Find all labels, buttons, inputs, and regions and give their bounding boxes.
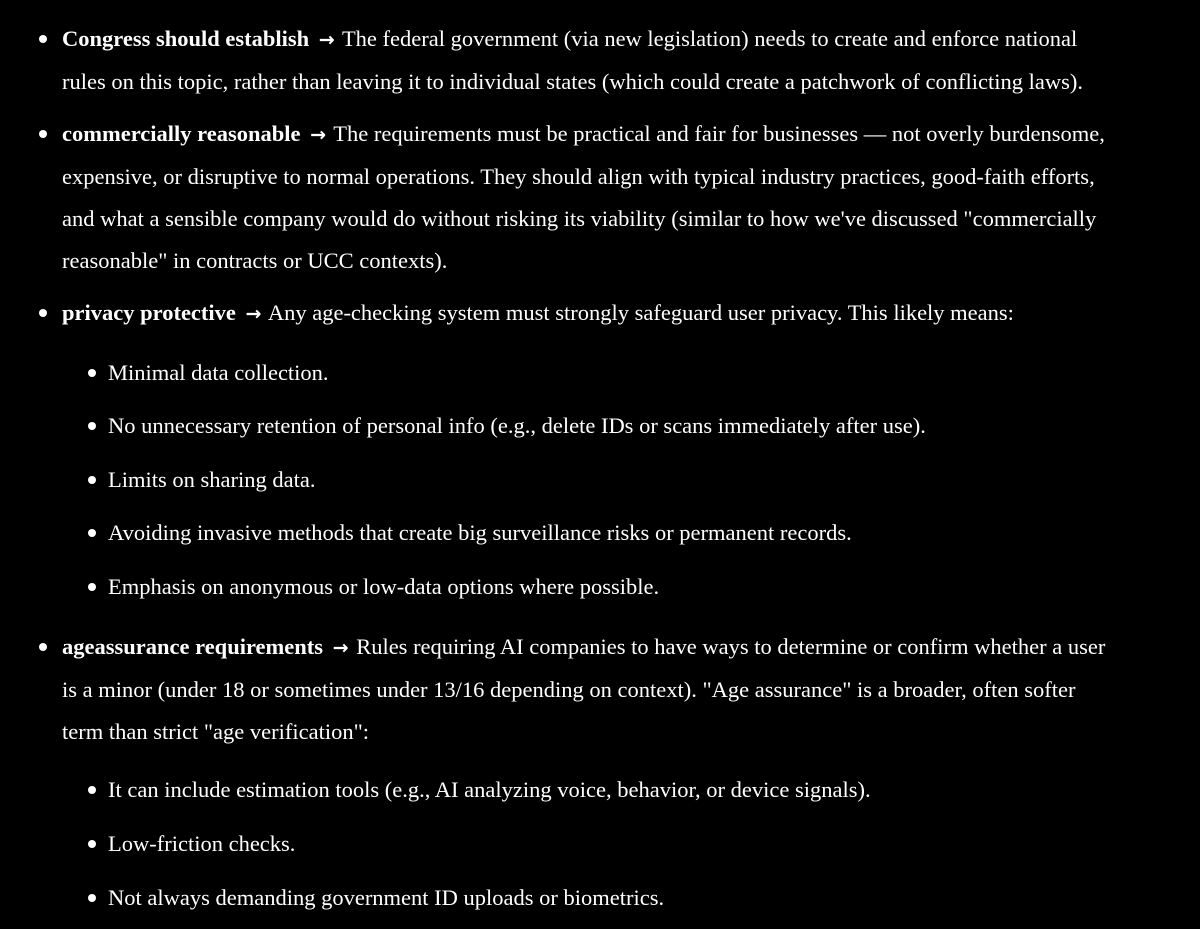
item-line: and what a sensible company would do without risking its viability (similar to how we've discussed "commercially — [62, 206, 1097, 231]
bullet-icon — [39, 643, 47, 651]
item-text: The requirements must be practical and fair for businesses — not overly burdensome, — [333, 121, 1105, 146]
item-text: Rules requiring AI companies to have ways to determine or confirm whether a user — [356, 634, 1106, 659]
sub-item: Emphasis on anonymous or low-data options where possible. — [108, 574, 660, 599]
item-line: term than strict "age verification": — [62, 719, 370, 744]
list-item-ageassurance — [62, 626, 1182, 753]
item-line: expensive, or disruptive to normal operations. They should align with typical industry practices, good-faith efforts, — [62, 164, 1095, 189]
item-line — [62, 113, 1182, 156]
item-term: Congress should establish — [62, 26, 310, 51]
item-text: The federal government (via new legislation) needs to create and enforce national — [341, 26, 1078, 51]
list-item-congress — [62, 18, 1182, 103]
arrow-icon: → — [332, 637, 349, 659]
sub-item: Not always demanding government ID uploads or biometrics. — [108, 885, 665, 910]
item-term: commercially reasonable — [62, 121, 301, 146]
item-line — [62, 626, 1182, 669]
bullet-icon — [88, 476, 96, 484]
sub-item: It can include estimation tools (e.g., AI analyzing voice, behavior, or device signals). — [108, 777, 871, 802]
bullet-icon — [88, 529, 96, 537]
sub-item: Limits on sharing data. — [108, 467, 316, 492]
arrow-icon: → — [310, 124, 327, 146]
bullet-icon — [88, 840, 96, 848]
bullet-icon — [88, 369, 96, 377]
list-item-commercially-reasonable — [62, 113, 1182, 282]
item-line: reasonable" in contracts or UCC contexts). — [62, 248, 448, 273]
bullet-icon — [39, 35, 47, 43]
item-line — [62, 18, 1182, 61]
bullet-icon — [39, 130, 47, 138]
bullet-icon — [88, 894, 96, 902]
sub-item: Low-friction checks. — [108, 831, 296, 856]
list-item-privacy-protective — [62, 292, 1182, 335]
item-line: rules on this topic, rather than leaving it to individual states (which could create a patchwork of conflicting laws). — [62, 69, 1083, 94]
bullet-icon — [88, 583, 96, 591]
arrow-icon: → — [318, 29, 335, 51]
sub-item: Avoiding invasive methods that create big surveillance risks or permanent records. — [108, 520, 852, 545]
arrow-icon: → — [245, 303, 262, 325]
item-line — [62, 292, 1182, 335]
sub-item: Minimal data collection. — [108, 360, 329, 385]
sub-item: No unnecessary retention of personal info (e.g., delete IDs or scans immediately after use). — [108, 413, 926, 438]
item-line: is a minor (under 18 or sometimes under 13/16 depending on context). "Age assurance" is a broader, often softer — [62, 677, 1076, 702]
item-text: Any age-checking system must strongly safeguard user privacy. This likely means: — [267, 300, 1014, 325]
bullet-icon — [88, 422, 96, 430]
bullet-icon — [88, 786, 96, 794]
item-term: ageassurance requirements — [62, 634, 324, 659]
item-term: privacy protective — [62, 300, 236, 325]
bullet-icon — [39, 309, 47, 317]
